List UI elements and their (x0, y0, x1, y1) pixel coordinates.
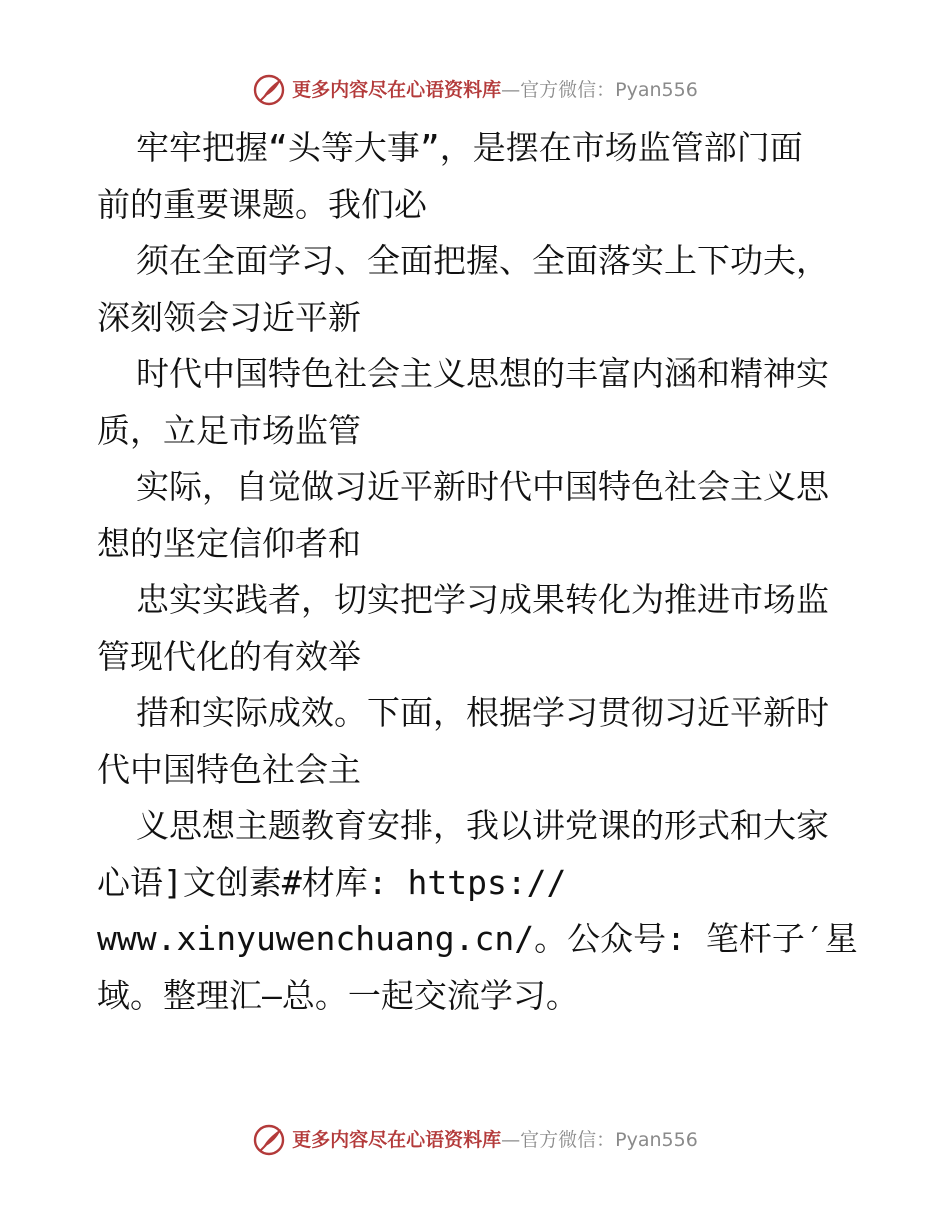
banner-separator: — (501, 78, 521, 101)
paragraph-line: 深刻领会习近平新 (97, 297, 361, 337)
paragraph-line: 措和实际成效。下面，根据学习贯彻习近平新时 (136, 693, 829, 732)
paragraph-line: 管现代化的有效举 (97, 636, 361, 676)
paragraph-line: www.xinyuwenchuang.cn/。公众号: 笔杆子′星 (97, 919, 858, 958)
paragraph-line: 想的坚定信仰者和 (97, 523, 361, 563)
feather-quill-logo-icon (252, 73, 286, 107)
banner-title: 更多内容尽在心语资料库 (292, 1128, 502, 1151)
paragraph-line: 须在全面学习、全面把握、全面落实上下功夫， (136, 241, 829, 280)
paragraph-line: 代中国特色社会主 (97, 749, 361, 789)
banner-separator: — (501, 1128, 521, 1151)
paragraph-line: 牢牢把握“头等大事”，是摆在市场监管部门面 (136, 128, 803, 167)
paragraph-line: 前的重要课题。我们必 (97, 184, 427, 224)
footer-banner-text (292, 1128, 698, 1151)
paragraph-line: 时代中国特色社会主义思想的丰富内涵和精神实 (136, 354, 829, 393)
paragraph-line: 实际，自觉做习近平新时代中国特色社会主义思 (136, 467, 829, 506)
banner-wechat-id: 官方微信：Pyan556 (520, 1128, 698, 1151)
paragraph-line: 质，立足市场监管 (97, 410, 361, 450)
paragraph-line: 义思想主题教育安排，我以讲党课的形式和大家 (136, 806, 829, 845)
footer-banner (0, 1118, 950, 1162)
banner-wechat-id: 官方微信：Pyan556 (520, 78, 698, 101)
paragraph-line: 域。整理汇—总。一起交流学习。 (97, 975, 579, 1015)
header-banner (0, 68, 950, 112)
banner-title: 更多内容尽在心语资料库 (292, 78, 502, 101)
document-body (97, 120, 857, 1024)
feather-quill-logo-icon (252, 1123, 286, 1157)
header-banner-text (292, 78, 698, 101)
paragraph-line: 忠实实践者，切实把学习成果转化为推进市场监 (136, 580, 829, 619)
paragraph-line: 心语]文创素#材库: https:// (97, 862, 567, 902)
